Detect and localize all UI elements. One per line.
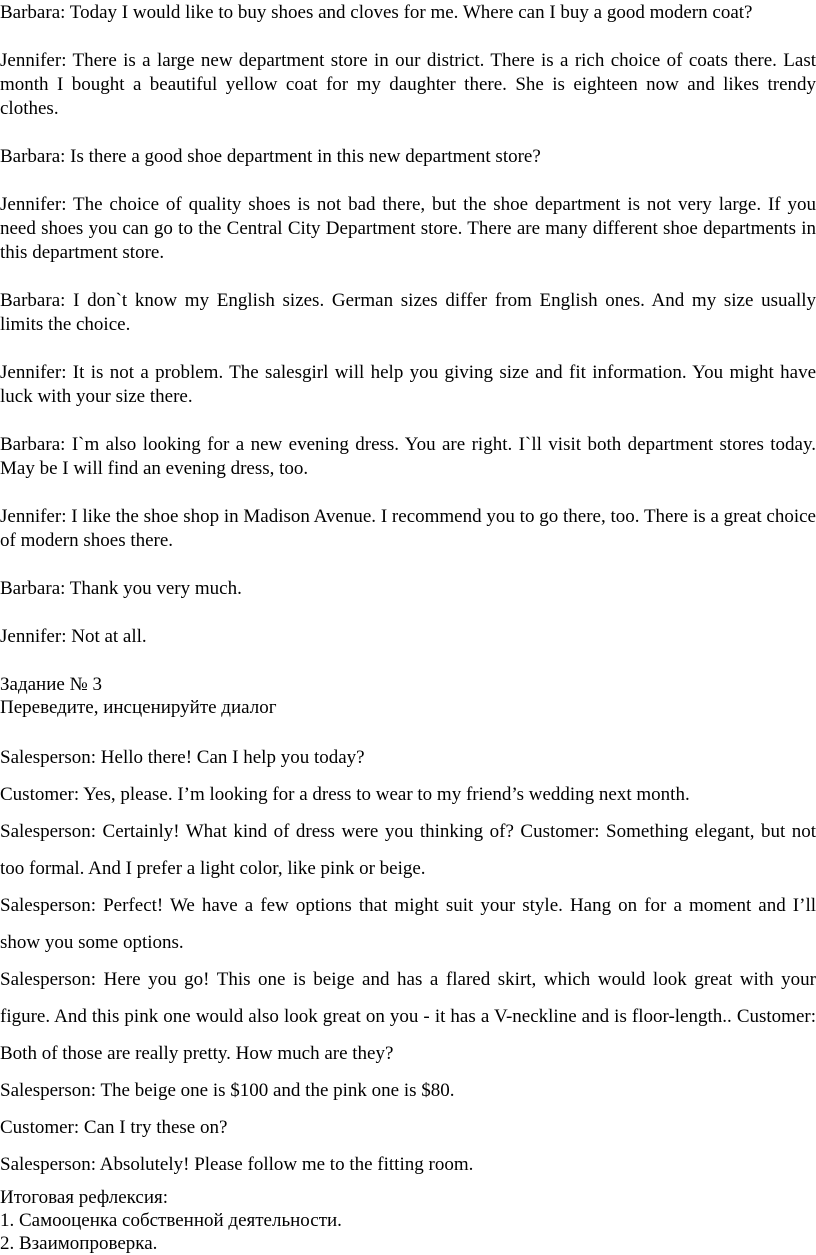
dialogue-line: Jennifer: I like the shoe shop in Madison Avenue. I recommend you to go there, too. There is a great choice of modern shoes there.: [0, 506, 816, 551]
reflection-item: 2. Взаимопроверка.: [0, 1233, 158, 1254]
task-instruction: Переведите, инсценируйте диалог: [0, 697, 277, 718]
dialogue-line: Salesperson: Here you go! This one is beige and has a flared skirt, which would look great with your figure. And this pink one would also look great on you - it has a V-neckline and is floor-length.. Customer: Both of those are really pretty. How much are they?: [0, 969, 816, 1064]
dialogue-line: Barbara: Today I would like to buy shoes and cloves for me. Where can I buy a good modern coat?: [0, 2, 753, 23]
dialogue-line: Barbara: I`m also looking for a new evening dress. You are right. I`ll visit both department stores today. May be I will find an evening dress, too.: [0, 434, 816, 479]
dialogue-line: Jennifer: The choice of quality shoes is not bad there, but the shoe department is not very large. If you need shoes you can go to the Central City Department store. There are many different shoe departments in this department store.: [0, 194, 816, 263]
dialogue-line: Salesperson: The beige one is $100 and the pink one is $80.: [0, 1080, 455, 1101]
task-title: Задание № 3: [0, 674, 102, 695]
task-header: [0, 673, 816, 719]
reflection-item: 1. Самооценка собственной деятельности.: [0, 1210, 342, 1231]
dialogue-line: Barbara: Is there a good shoe department in this new department store?: [0, 146, 541, 167]
dialogue-line: Customer: Can I try these on?: [0, 1117, 228, 1138]
dialogue-line: Salesperson: Absolutely! Please follow me to the fitting room.: [0, 1154, 474, 1175]
dialogue-barbara-jennifer: [0, 1, 816, 649]
dialogue-line: Jennifer: It is not a problem. The salesgirl will help you giving size and fit information. You might have luck with your size there.: [0, 362, 816, 407]
dialogue-line: Customer: Yes, please. I’m looking for a dress to wear to my friend’s wedding next month.: [0, 784, 690, 805]
dialogue-line: Jennifer: There is a large new department store in our district. There is a rich choice of coats there. Last month I bought a beautiful yellow coat for my daughter there. She is eighteen now and likes trendy clothes.: [0, 50, 816, 119]
dialogue-line: Salesperson: Hello there! Can I help you today?: [0, 747, 365, 768]
dialogue-line: Salesperson: Certainly! What kind of dress were you thinking of? Customer: Something elegant, but not too formal. And I prefer a light color, like pink or beige.: [0, 821, 816, 879]
dialogue-line: Jennifer: Not at all.: [0, 626, 147, 647]
dialogue-line: Salesperson: Perfect! We have a few options that might suit your style. Hang on for a moment and I’ll show you some options.: [0, 895, 816, 953]
reflection-section: [0, 1186, 816, 1255]
dialogue-salesperson-customer: [0, 739, 816, 1183]
dialogue-line: Barbara: Thank you very much.: [0, 578, 242, 599]
reflection-title: Итоговая рефлексия:: [0, 1187, 169, 1208]
dialogue-line: Barbara: I don`t know my English sizes. German sizes differ from English ones. And my size usually limits the choice.: [0, 290, 816, 335]
